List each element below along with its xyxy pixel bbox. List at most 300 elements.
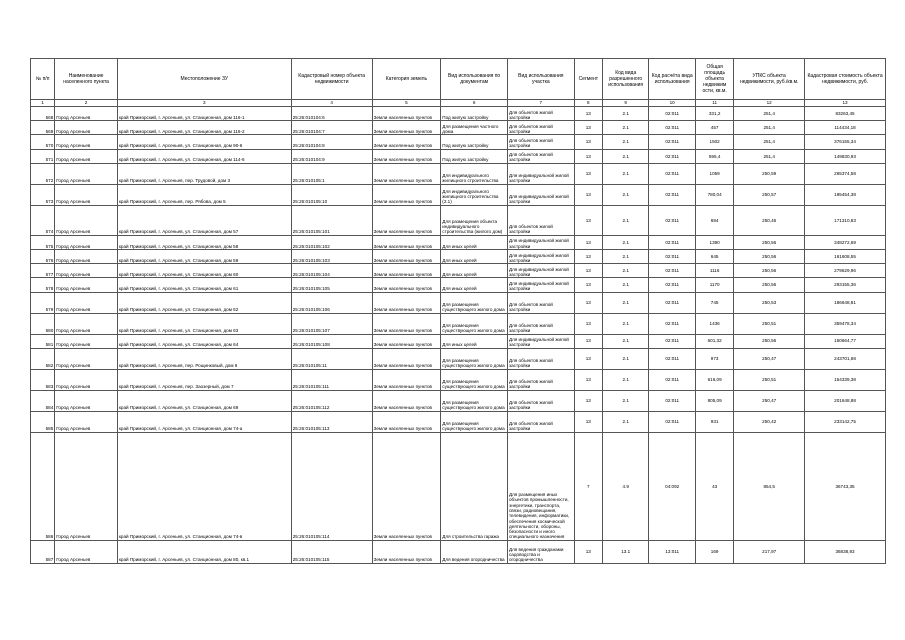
- row-number: 587: [31, 540, 55, 563]
- row-location: край Приморский, г. Арсеньев, ул. Станционная, дом 80, кв.1: [117, 540, 291, 563]
- row-calc-code: 02:011: [649, 249, 695, 263]
- row-location: край Приморский, г. Арсеньев, ул. Станционная, дом 114-6: [117, 149, 291, 163]
- row-segment: 13: [574, 107, 602, 121]
- row-documented-use: Для размещения существующего жилого дома: [441, 313, 508, 334]
- row-number: 576: [31, 249, 55, 263]
- table-row: [31, 149, 886, 163]
- col-number: 3: [117, 100, 291, 107]
- row-permitted-use-code: 2.1: [602, 107, 648, 121]
- row-cadastral-value: 171310,83: [805, 205, 886, 235]
- row-cadastral-value: 149830,93: [805, 149, 886, 163]
- row-cadastral-value: 359478,34: [805, 313, 886, 334]
- row-location: край Приморский, г. Арсеньев, ул. Станционная, дом 60: [117, 264, 291, 278]
- row-settlement: Город Арсеньев: [55, 107, 118, 121]
- row-permitted-use-code: 2.1: [602, 121, 648, 135]
- row-cadastral-number: 25:26:010105:10: [291, 184, 372, 205]
- row-upks: 251,4: [734, 135, 805, 149]
- row-segment: 13: [574, 163, 602, 184]
- row-land-category: Земли населенных пунктов: [372, 390, 441, 411]
- table-row: [31, 163, 886, 184]
- row-upks: 854,5: [734, 432, 805, 540]
- row-land-category: Земли населенных пунктов: [372, 235, 441, 249]
- row-cadastral-value: 243701,68: [805, 348, 886, 369]
- col-number: 12: [734, 100, 805, 107]
- row-segment: 13: [574, 411, 602, 432]
- row-area: 169: [695, 540, 733, 563]
- row-settlement: Город Арсеньев: [55, 432, 118, 540]
- row-area: 331,2: [695, 107, 733, 121]
- row-plot-use: Для объектов жилой застройки: [507, 149, 574, 163]
- row-calc-code: 02:011: [649, 313, 695, 334]
- col-number: 6: [441, 100, 508, 107]
- row-permitted-use-code: 2.1: [602, 184, 648, 205]
- row-cadastral-value: 83263,45: [805, 107, 886, 121]
- row-plot-use: Для объектов жилой застройки: [507, 390, 574, 411]
- col-number: 9: [602, 100, 648, 107]
- row-documented-use: Для размещения существующего жилого дома: [441, 348, 508, 369]
- row-cadastral-number: 25:26:010105:104: [291, 264, 372, 278]
- row-land-category: Земли населенных пунктов: [372, 163, 441, 184]
- row-calc-code: 02:011: [649, 163, 695, 184]
- row-settlement: Город Арсеньев: [55, 348, 118, 369]
- row-upks: 250,56: [734, 235, 805, 249]
- table-row: [31, 135, 886, 149]
- row-upks: 250,59: [734, 163, 805, 184]
- row-land-category: Земли населенных пунктов: [372, 334, 441, 348]
- col-number: 4: [291, 100, 372, 107]
- row-area: 43: [695, 432, 733, 540]
- row-settlement: Город Арсеньев: [55, 184, 118, 205]
- table-row: [31, 411, 886, 432]
- table-row: [31, 390, 886, 411]
- row-land-category: Земли населенных пунктов: [372, 107, 441, 121]
- row-documented-use: Для строительства гаража: [441, 432, 508, 540]
- col-header-plot-use: Вид использования участка: [507, 59, 574, 100]
- row-settlement: Город Арсеньев: [55, 121, 118, 135]
- row-area: 1436: [695, 313, 733, 334]
- row-upks: 250,51: [734, 313, 805, 334]
- row-plot-use: Для объектов жилой застройки: [507, 348, 574, 369]
- col-header-segment: Сегмент: [574, 59, 602, 100]
- row-land-category: Земли населенных пунктов: [372, 432, 441, 540]
- col-header-settlement: Наименование населенного пункта: [55, 59, 118, 100]
- row-documented-use: Для иных целей: [441, 334, 508, 348]
- table-row: [31, 540, 886, 563]
- row-area: 1390: [695, 235, 733, 249]
- row-upks: 250,47: [734, 390, 805, 411]
- row-number: 583: [31, 369, 55, 390]
- row-documented-use: Под жилую застройку: [441, 135, 508, 149]
- table-row: [31, 278, 886, 292]
- row-documented-use: Для размещения частного дома: [441, 121, 508, 135]
- row-number: 582: [31, 348, 55, 369]
- row-number: 578: [31, 278, 55, 292]
- row-cadastral-number: 25:26:010105:101: [291, 205, 372, 235]
- row-calc-code: 02:011: [649, 369, 695, 390]
- col-number: 13: [805, 100, 886, 107]
- row-segment: 13: [574, 149, 602, 163]
- row-cadastral-value: 279629,96: [805, 264, 886, 278]
- row-plot-use: Для индивидуальной жилой застройки: [507, 264, 574, 278]
- table-row: [31, 432, 886, 540]
- row-location: край Приморский, г. Арсеньев, пер. Рощинковый, дом 6: [117, 348, 291, 369]
- row-upks: 251,4: [734, 149, 805, 163]
- row-segment: 13: [574, 369, 602, 390]
- col-number: 8: [574, 100, 602, 107]
- row-cadastral-value: 348272,69: [805, 235, 886, 249]
- col-number: 11: [695, 100, 733, 107]
- row-plot-use: Для объектов жилой застройки: [507, 369, 574, 390]
- row-location: край Приморский, г. Арсеньев, ул. Станционная, дом 69: [117, 390, 291, 411]
- row-cadastral-number: 25:26:010105:1: [291, 163, 372, 184]
- row-settlement: Город Арсеньев: [55, 149, 118, 163]
- row-settlement: Город Арсеньев: [55, 135, 118, 149]
- row-land-category: Земли населенных пунктов: [372, 278, 441, 292]
- row-cadastral-number: 25:26:010105:106: [291, 292, 372, 313]
- row-settlement: Город Арсеньев: [55, 334, 118, 348]
- row-cadastral-number: 25:26:010105:105: [291, 278, 372, 292]
- row-cadastral-value: 154339,38: [805, 369, 886, 390]
- row-number: 569: [31, 121, 55, 135]
- row-location: край Приморский, г. Арсеньев, ул. Станционная, дом 58: [117, 235, 291, 249]
- row-settlement: Город Арсеньев: [55, 540, 118, 563]
- row-segment: 13: [574, 184, 602, 205]
- row-permitted-use-code: 2.1: [602, 369, 648, 390]
- row-plot-use: Для ведения гражданами садоводства и огородничества: [507, 540, 574, 563]
- table-row: [31, 292, 886, 313]
- row-documented-use: Для иных целей: [441, 264, 508, 278]
- row-permitted-use-code: 2.1: [602, 249, 648, 263]
- row-upks: 250,57: [734, 184, 805, 205]
- row-cadastral-value: 233142,75: [805, 411, 886, 432]
- row-location: край Приморский, г. Арсеньев, ул. Станционная, дом 116-2: [117, 121, 291, 135]
- table-row: [31, 348, 886, 369]
- row-plot-use: Для объектов жилой застройки: [507, 135, 574, 149]
- row-cadastral-number: 25:26:010105:112: [291, 390, 372, 411]
- row-cadastral-number: 25:26:010105:113: [291, 411, 372, 432]
- row-cadastral-value: 36838,93: [805, 540, 886, 563]
- row-cadastral-number: 25:26:010104:6: [291, 107, 372, 121]
- row-calc-code: 02:011: [649, 390, 695, 411]
- row-land-category: Земли населенных пунктов: [372, 135, 441, 149]
- row-documented-use: Для размещения объекта индивидуального строительства (жилого дом): [441, 205, 508, 235]
- row-settlement: Город Арсеньев: [55, 205, 118, 235]
- col-header-number: № п/п: [31, 59, 55, 100]
- row-land-category: Земли населенных пунктов: [372, 540, 441, 563]
- row-location: край Приморский, г. Арсеньев, ул. Станционная, дом 64: [117, 334, 291, 348]
- row-cadastral-number: 25:26:010105:108: [291, 334, 372, 348]
- row-calc-code: 02:011: [649, 135, 695, 149]
- row-cadastral-value: 376155,34: [805, 135, 886, 149]
- row-area: 1170: [695, 278, 733, 292]
- row-calc-code: 02:011: [649, 278, 695, 292]
- row-calc-code: 02:011: [649, 235, 695, 249]
- row-number: 580: [31, 313, 55, 334]
- row-cadastral-number: 25:26:010104:8: [291, 135, 372, 149]
- row-plot-use: Для индивидуальной жилой застройки: [507, 334, 574, 348]
- row-documented-use: Под жилую застройку: [441, 107, 508, 121]
- row-segment: 13: [574, 205, 602, 235]
- row-documented-use: Для ведения огородничества: [441, 540, 508, 563]
- row-land-category: Земли населенных пунктов: [372, 313, 441, 334]
- row-plot-use: Для индивидуальной жилой застройки: [507, 163, 574, 184]
- row-documented-use: Под жилую застройку: [441, 149, 508, 163]
- table-row: [31, 235, 886, 249]
- row-segment: 13: [574, 540, 602, 563]
- row-land-category: Земли населенных пунктов: [372, 348, 441, 369]
- column-number-row: [31, 100, 886, 107]
- row-cadastral-number: 25:26:010105:102: [291, 235, 372, 249]
- row-permitted-use-code: 2.1: [602, 390, 648, 411]
- row-settlement: Город Арсеньев: [55, 235, 118, 249]
- row-calc-code: 02:011: [649, 205, 695, 235]
- row-documented-use: Для размещения существующего жилого дома: [441, 390, 508, 411]
- table-row: [31, 334, 886, 348]
- row-land-category: Земли населенных пунктов: [372, 369, 441, 390]
- row-number: 585: [31, 411, 55, 432]
- row-permitted-use-code: 2.1: [602, 313, 648, 334]
- row-settlement: Город Арсеньев: [55, 264, 118, 278]
- row-upks: 217,97: [734, 540, 805, 563]
- row-cadastral-number: 25:26:010105:115: [291, 540, 372, 563]
- row-upks: 250,56: [734, 334, 805, 348]
- row-number: 573: [31, 184, 55, 205]
- row-permitted-use-code: 2.1: [602, 334, 648, 348]
- row-number: 568: [31, 107, 55, 121]
- row-plot-use: Для объектов жилой застройки: [507, 292, 574, 313]
- row-settlement: Город Арсеньев: [55, 390, 118, 411]
- row-number: 574: [31, 205, 55, 235]
- row-calc-code: 02:011: [649, 292, 695, 313]
- row-calc-code: 02:011: [649, 149, 695, 163]
- row-upks: 250,56: [734, 264, 805, 278]
- table-row: [31, 205, 886, 235]
- row-number: 575: [31, 235, 55, 249]
- row-plot-use: Для объектов жилой застройки: [507, 313, 574, 334]
- row-cadastral-value: 186648,81: [805, 292, 886, 313]
- row-settlement: Город Арсеньев: [55, 313, 118, 334]
- row-area: 645: [695, 249, 733, 263]
- col-header-cadastral-value: Кадастровая стоимость объекта недвижимости, руб.: [805, 59, 886, 100]
- row-land-category: Земли населенных пунктов: [372, 249, 441, 263]
- row-cadastral-number: 25:26:010104:7: [291, 121, 372, 135]
- row-upks: 250,56: [734, 278, 805, 292]
- col-header-calc-code: Код расчёта вида использования: [649, 59, 695, 100]
- row-plot-use: Для объектов жилой застройки: [507, 107, 574, 121]
- row-plot-use: Для индивидуальной жилой застройки: [507, 278, 574, 292]
- row-location: край Приморский, г. Арсеньев, ул. Станционная, дом 116-1: [117, 107, 291, 121]
- row-permitted-use-code: 2.1: [602, 135, 648, 149]
- row-land-category: Земли населенных пунктов: [372, 411, 441, 432]
- row-number: 581: [31, 334, 55, 348]
- row-upks: 251,4: [734, 107, 805, 121]
- col-number: 2: [55, 100, 118, 107]
- row-cadastral-value: 114434,18: [805, 121, 886, 135]
- row-documented-use: Для иных целей: [441, 235, 508, 249]
- table-row: [31, 264, 886, 278]
- row-segment: 13: [574, 334, 602, 348]
- row-settlement: Город Арсеньев: [55, 369, 118, 390]
- row-documented-use: Для размещения существующего жилого дома: [441, 411, 508, 432]
- row-settlement: Город Арсеньев: [55, 411, 118, 432]
- row-area: 1116: [695, 264, 733, 278]
- row-calc-code: 02:011: [649, 184, 695, 205]
- row-location: край Приморский, г. Арсеньев, ул. Станционная, дом 61: [117, 278, 291, 292]
- row-cadastral-number: 25:26:010105:111: [291, 369, 372, 390]
- col-header-location: Местоположение ЗУ: [117, 59, 291, 100]
- col-header-cadastral-number: Кадастровый номер объекта недвижимости: [291, 59, 372, 100]
- row-segment: 13: [574, 249, 602, 263]
- row-area: 973: [695, 348, 733, 369]
- row-area: 616,09: [695, 369, 733, 390]
- col-header-area: Общая площадь объекта недвижим ости, кв.м.: [695, 59, 733, 100]
- table-row: [31, 249, 886, 263]
- header-row: [31, 59, 886, 100]
- row-area: 601,32: [695, 334, 733, 348]
- table-row: [31, 184, 886, 205]
- table-row: [31, 369, 886, 390]
- row-permitted-use-code: 2.1: [602, 292, 648, 313]
- row-permitted-use-code: 2.1: [602, 235, 648, 249]
- row-area: 1059: [695, 163, 733, 184]
- row-plot-use: Для индивидуальной жилой застройки: [507, 235, 574, 249]
- row-location: край Приморский, г. Арсеньев, пер. Заозерный, дом 7: [117, 369, 291, 390]
- col-number: 7: [507, 100, 574, 107]
- row-cadastral-value: 201648,88: [805, 390, 886, 411]
- row-settlement: Город Арсеньев: [55, 163, 118, 184]
- row-calc-code: 02:011: [649, 107, 695, 121]
- row-area: 745: [695, 292, 733, 313]
- row-plot-use: Для объектов жилой застройки: [507, 411, 574, 432]
- row-permitted-use-code: 13.1: [602, 540, 648, 563]
- row-location: край Приморский, г. Арсеньев, ул. Станционная, дом 59: [117, 249, 291, 263]
- table-row: [31, 107, 886, 121]
- row-location: край Приморский, г. Арсеньев, ул. Станционная, дом 74-а: [117, 411, 291, 432]
- row-number: 584: [31, 390, 55, 411]
- row-settlement: Город Арсеньев: [55, 249, 118, 263]
- row-area: 1502: [695, 135, 733, 149]
- col-number: 10: [649, 100, 695, 107]
- col-header-documented-use: Вид использования по документам: [441, 59, 508, 100]
- row-segment: 13: [574, 390, 602, 411]
- row-segment: 13: [574, 292, 602, 313]
- row-area: 684: [695, 205, 733, 235]
- row-land-category: Земли населенных пунктов: [372, 292, 441, 313]
- row-permitted-use-code: 2.1: [602, 163, 648, 184]
- row-cadastral-value: 265374,58: [805, 163, 886, 184]
- row-upks: 251,4: [734, 121, 805, 135]
- cadastral-value-table: [30, 58, 886, 564]
- row-upks: 250,51: [734, 369, 805, 390]
- row-documented-use: Для индивидуального жилищного строительства: [441, 163, 508, 184]
- col-header-upks: УПКС объекта недвижимости, руб./кв.м.: [734, 59, 805, 100]
- row-location: край Приморский, г. Арсеньев, ул. Станционная, дом 74-в: [117, 432, 291, 540]
- row-upks: 250,42: [734, 411, 805, 432]
- row-documented-use: Для размещения существующего жилого дома: [441, 369, 508, 390]
- row-location: край Приморский, г. Арсеньев, пер. Рябова, дом 5: [117, 184, 291, 205]
- row-land-category: Земли населенных пунктов: [372, 205, 441, 235]
- row-permitted-use-code: 2.1: [602, 348, 648, 369]
- row-calc-code: 02:011: [649, 121, 695, 135]
- row-plot-use: Для размещения иных объектов промышленности, энергетики, транспорта, связи, радиовещания, телевидения, информатики, обеспечения космической деятельности, обороны, безопасности и иного специального назначения: [507, 432, 574, 540]
- row-location: край Приморский, г. Арсеньев, ул. Станционная, дом 90-6: [117, 135, 291, 149]
- row-area: 931: [695, 411, 733, 432]
- row-calc-code: 02:011: [649, 264, 695, 278]
- row-cadastral-number: 25:26:010104:9: [291, 149, 372, 163]
- row-cadastral-value: 36743,35: [805, 432, 886, 540]
- col-number: 1: [31, 100, 55, 107]
- row-cadastral-number: 25:26:010105:103: [291, 249, 372, 263]
- row-documented-use: Для размещения существующего жилого дома: [441, 292, 508, 313]
- row-plot-use: Для объектов жилой застройки: [507, 121, 574, 135]
- table-row: [31, 313, 886, 334]
- row-area: 805,09: [695, 390, 733, 411]
- row-settlement: Город Арсеньев: [55, 278, 118, 292]
- row-plot-use: Для индивидуальной жилой застройки: [507, 184, 574, 205]
- row-location: край Приморский, г. Арсеньев, пер. Трудовой, дом 3: [117, 163, 291, 184]
- row-area: 780,04: [695, 184, 733, 205]
- row-segment: 13: [574, 264, 602, 278]
- col-header-permitted-use-code: Код вида разрешенного использования: [602, 59, 648, 100]
- row-calc-code: 02:011: [649, 411, 695, 432]
- row-segment: 13: [574, 348, 602, 369]
- col-header-land-category: Категория земель: [372, 59, 441, 100]
- row-number: 577: [31, 264, 55, 278]
- col-number: 5: [372, 100, 441, 107]
- row-location: край Приморский, г. Арсеньев, ул. Станционная, дом 57: [117, 205, 291, 235]
- row-calc-code: 02:011: [649, 334, 695, 348]
- row-area: 457: [695, 121, 733, 135]
- row-plot-use: Для объектов жилой застройки: [507, 205, 574, 235]
- row-segment: 13: [574, 121, 602, 135]
- row-cadastral-value: 195454,38: [805, 184, 886, 205]
- row-segment: 13: [574, 313, 602, 334]
- row-cadastral-number: 25:26:010105:114: [291, 432, 372, 540]
- row-calc-code: 04:092: [649, 432, 695, 540]
- row-cadastral-value: 161608,55: [805, 249, 886, 263]
- row-documented-use: Для иных целей: [441, 278, 508, 292]
- row-segment: 13: [574, 135, 602, 149]
- row-plot-use: Для индивидуальной жилой застройки: [507, 249, 574, 263]
- row-land-category: Земли населенных пунктов: [372, 149, 441, 163]
- row-calc-code: 13:011: [649, 540, 695, 563]
- row-upks: 250,45: [734, 205, 805, 235]
- row-upks: 250,47: [734, 348, 805, 369]
- row-cadastral-number: 25:26:010105:107: [291, 313, 372, 334]
- row-permitted-use-code: 2.1: [602, 411, 648, 432]
- row-number: 571: [31, 149, 55, 163]
- row-permitted-use-code: 2.1: [602, 205, 648, 235]
- row-land-category: Земли населенных пунктов: [372, 264, 441, 278]
- row-calc-code: 02:011: [649, 348, 695, 369]
- row-documented-use: Для иных целей: [441, 249, 508, 263]
- row-number: 570: [31, 135, 55, 149]
- row-number: 579: [31, 292, 55, 313]
- row-permitted-use-code: 4.9: [602, 432, 648, 540]
- row-number: 586: [31, 432, 55, 540]
- row-upks: 250,53: [734, 292, 805, 313]
- row-permitted-use-code: 2.1: [602, 264, 648, 278]
- row-segment: 7: [574, 432, 602, 540]
- row-segment: 13: [574, 235, 602, 249]
- row-permitted-use-code: 2.1: [602, 278, 648, 292]
- row-location: край Приморский, г. Арсеньев, ул. Станционная, дом 63: [117, 313, 291, 334]
- row-segment: 13: [574, 278, 602, 292]
- row-location: край Приморский, г. Арсеньев, ул. Станционная, дом 62: [117, 292, 291, 313]
- row-area: 595,4: [695, 149, 733, 163]
- row-cadastral-number: 25:26:010105:11: [291, 348, 372, 369]
- row-documented-use: Для индивидуального жилищного строительства (2.1): [441, 184, 508, 205]
